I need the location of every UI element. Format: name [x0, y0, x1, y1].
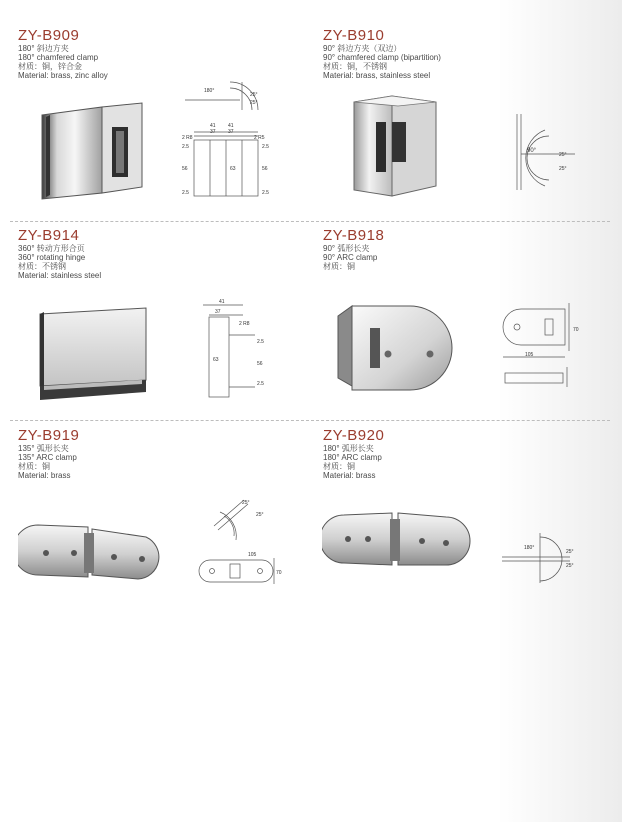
material-cn: 材质：铜，不锈钢: [323, 62, 387, 71]
dim-label: 105: [525, 352, 534, 358]
name-en: 360° rotating hinge: [18, 253, 86, 262]
dim-label: 2.5: [182, 144, 189, 150]
name-cn: 90° 弧形长夹: [323, 244, 370, 253]
name-en: 90° ARC clamp: [323, 253, 378, 262]
name-en: 180° ARC clamp: [323, 453, 382, 462]
name-cn: 135° 弧形长夹: [18, 444, 69, 453]
dim-label: 41: [210, 123, 216, 129]
product-zy-b909: [18, 28, 318, 80]
dim-label: 25°: [250, 100, 258, 106]
material-cn: 材质：铜: [18, 462, 50, 471]
technical-drawing-zy-b910: [505, 110, 585, 195]
dim-label: 41: [219, 299, 225, 305]
product-zy-b918: [323, 228, 622, 271]
technical-drawing-zy-b918: [495, 295, 590, 395]
material-cn: 材质：不锈钢: [18, 262, 66, 271]
product-photo-zy-b918: [330, 298, 460, 398]
dim-label: 70: [276, 570, 282, 576]
technical-drawing-zy-b914: [195, 295, 275, 405]
dim-label: 25°: [559, 152, 567, 158]
divider: [10, 221, 610, 222]
name-en: 135° ARC clamp: [18, 453, 77, 462]
material-en: Material: brass: [323, 471, 376, 480]
product-zy-b910: [323, 28, 622, 80]
dim-label: 105: [248, 552, 257, 558]
material-en: Material: brass: [18, 471, 71, 480]
technical-drawing-zy-b909: [180, 78, 275, 203]
material-en: Material: stainless steel: [18, 271, 102, 280]
product-photo-zy-b919: [18, 515, 168, 585]
material-cn: 材质：铜，锌合金: [18, 62, 82, 71]
dim-label: 25°: [566, 563, 574, 569]
dim-label: 56: [182, 166, 188, 172]
divider: [10, 420, 610, 421]
name-cn: 360° 转动方形合页: [18, 244, 85, 253]
technical-drawing-zy-b920: [500, 525, 585, 585]
name-cn: 90° 斜边方夹（双边）: [323, 44, 402, 53]
dim-label: 2.5: [262, 190, 269, 196]
product-photo-zy-b914: [32, 300, 157, 410]
material-cn: 材质：铜: [323, 262, 355, 271]
dim-label: 25°: [256, 512, 264, 518]
dim-label: 2 R8: [239, 321, 250, 327]
dim-label: 25°: [250, 92, 258, 98]
dim-label: 25°: [559, 166, 567, 172]
dim-label: 2.5: [257, 381, 264, 387]
dim-label: 180°: [204, 88, 215, 94]
product-photo-zy-b910: [340, 88, 445, 208]
material-cn: 材质：铜: [323, 462, 355, 471]
model-number: ZY-B910: [323, 27, 385, 44]
dim-label: 90°: [527, 148, 537, 154]
name-cn: 180° 斜边方夹: [18, 44, 69, 53]
product-photo-zy-b909: [32, 95, 157, 205]
dim-label: 63: [230, 166, 236, 172]
model-number: ZY-B914: [18, 227, 80, 244]
dim-label: 37: [215, 309, 221, 315]
product-zy-b919: [18, 428, 318, 480]
product-zy-b914: [18, 228, 318, 280]
name-cn: 180° 弧形长夹: [323, 444, 374, 453]
dim-label: 70: [573, 327, 579, 333]
dim-label: 41: [228, 123, 234, 129]
dim-label: 2.5: [182, 190, 189, 196]
technical-drawing-zy-b919: [190, 490, 285, 600]
material-en: Material: brass, zinc alloy: [18, 71, 108, 80]
dim-label: 25°: [566, 549, 574, 555]
name-en: 90° chamfered clamp (bipartition): [323, 53, 441, 62]
product-photo-zy-b920: [322, 505, 472, 575]
product-zy-b920: [323, 428, 622, 480]
dim-label: 37: [210, 129, 216, 135]
dim-label: 37: [228, 129, 234, 135]
dim-label: 2 R5: [254, 135, 265, 141]
dim-label: 2 R8: [182, 135, 193, 141]
model-number: ZY-B909: [18, 27, 80, 44]
dim-label: 2.5: [262, 144, 269, 150]
material-en: Material: brass, stainless steel: [323, 71, 431, 80]
dim-label: 63: [213, 357, 219, 363]
model-number: ZY-B919: [18, 427, 80, 444]
dim-label: 56: [257, 361, 263, 367]
dim-label: 56: [262, 166, 268, 172]
name-en: 180° chamfered clamp: [18, 53, 99, 62]
model-number: ZY-B920: [323, 427, 385, 444]
dim-label: 180°: [524, 545, 535, 551]
dim-label: 2.5: [257, 339, 264, 345]
model-number: ZY-B918: [323, 227, 385, 244]
dim-label: 25°: [242, 500, 250, 506]
